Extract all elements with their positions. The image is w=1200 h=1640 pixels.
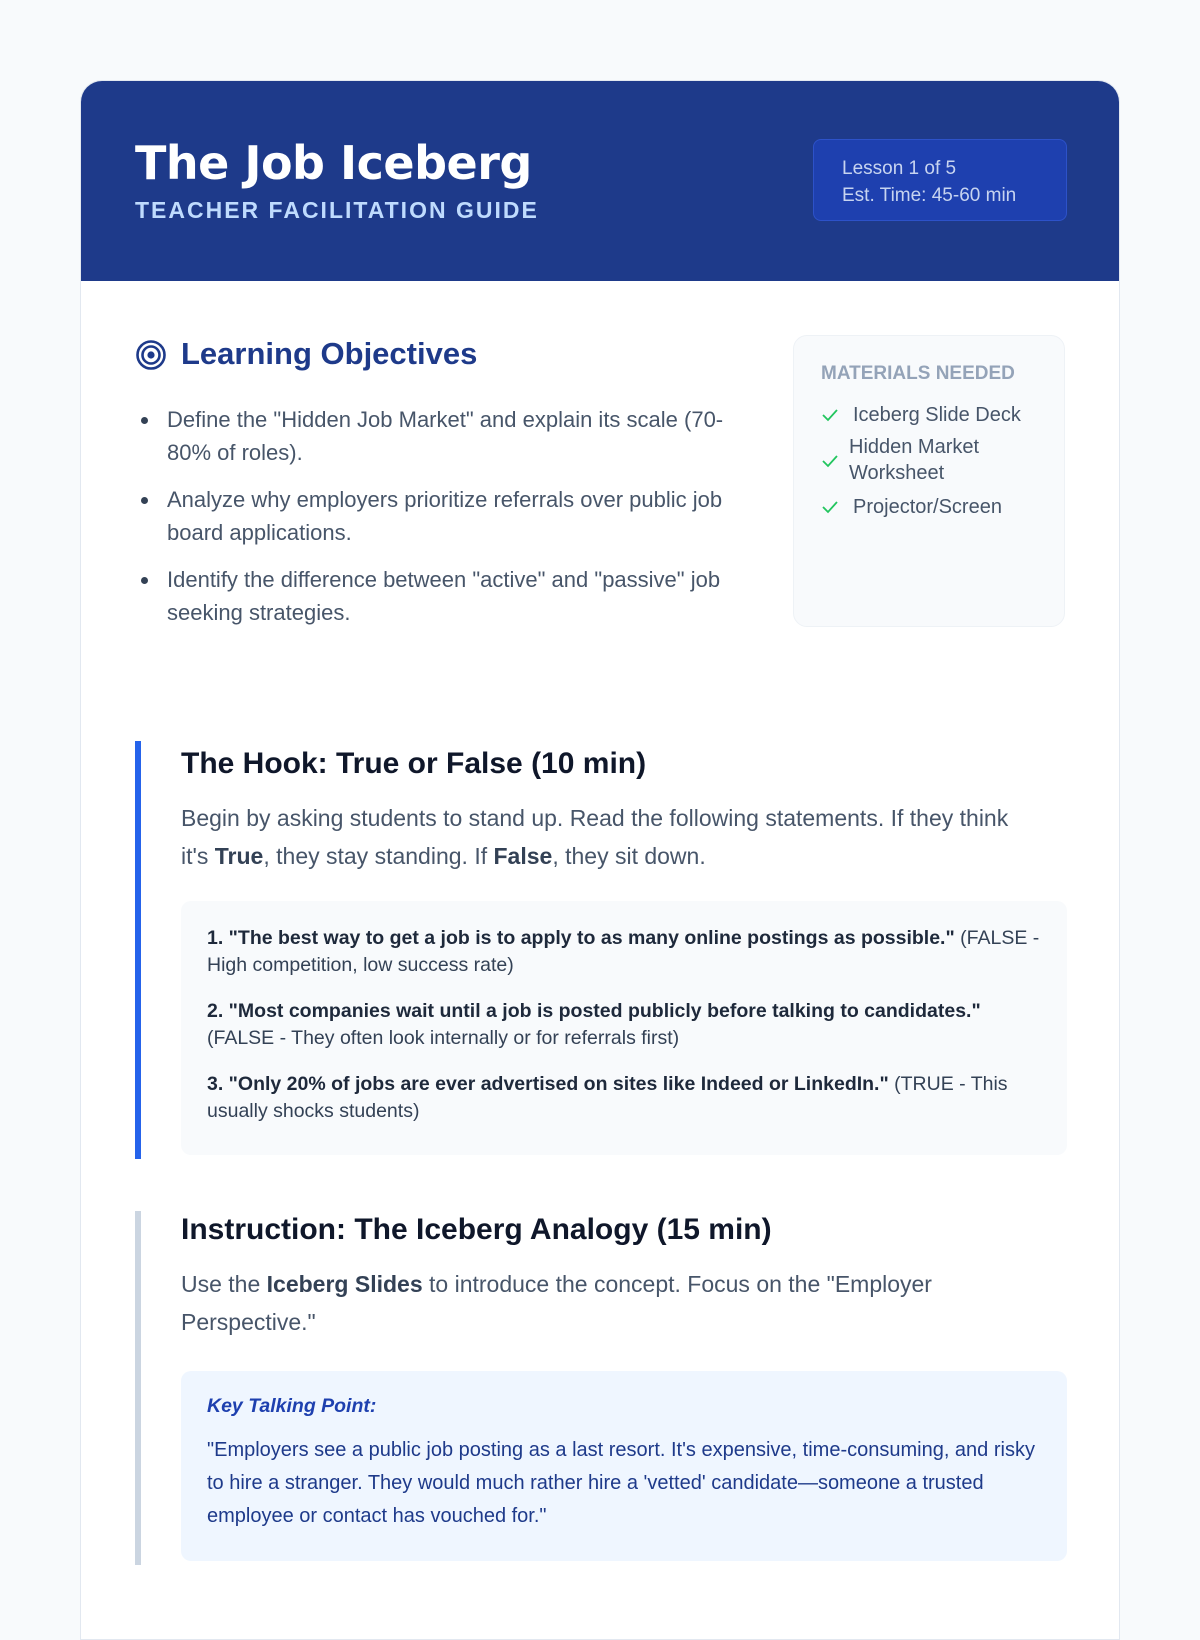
hook-instructions: [181, 799, 1041, 875]
check-icon: [821, 498, 839, 516]
hook-title: The Hook: True or False (10 min): [181, 747, 647, 780]
statement-item: [207, 925, 1041, 979]
objectives-list: [167, 403, 727, 643]
check-icon: [821, 406, 839, 424]
objective-item: Analyze why employers prioritize referrals over public job board applications.: [167, 483, 727, 549]
estimated-time: Est. Time: 45-60 min: [842, 185, 1017, 206]
statement-answer: (FALSE - They often look internally or for referrals first): [207, 1027, 680, 1049]
hook-text: Begin by asking students to stand up. Read the following statements. If they think it's: [181, 805, 1009, 869]
page-subtitle: TEACHER FACILITATION GUIDE: [135, 197, 539, 223]
key-talking-point-box: [181, 1371, 1067, 1561]
page-title: The Job Iceberg: [135, 136, 532, 190]
material-label: Projector/Screen: [853, 496, 1002, 518]
target-icon: [135, 339, 167, 371]
lesson-number: Lesson 1 of 5: [842, 158, 957, 179]
true-word: True: [214, 843, 264, 869]
statement-answer: (TRUE - This usually shocks students): [207, 1073, 1008, 1122]
material-label: Iceberg Slide Deck: [853, 404, 1021, 426]
statements-box: [181, 901, 1067, 1155]
materials-title: MATERIALS NEEDED: [821, 363, 1015, 384]
statement-quote: 3. "Only 20% of jobs are ever advertised on sites like Indeed or LinkedIn.": [207, 1073, 889, 1095]
hook-section: [135, 741, 1073, 1159]
statement-quote: 1. "The best way to get a job is to apply to as many online postings as possible.": [207, 927, 955, 949]
instruction-text-part: Use the: [181, 1271, 267, 1297]
false-word: False: [493, 843, 553, 869]
guide-card: [80, 80, 1120, 1640]
objectives-title: Learning Objectives: [181, 336, 478, 371]
instruction-text-part: to introduce the concept. Focus on the "Employer Perspective.": [181, 1271, 932, 1335]
page-header: [81, 81, 1120, 281]
key-talking-point-label: Key Talking Point:: [207, 1395, 377, 1417]
objective-item: Define the "Hidden Job Market" and explain its scale (70-80% of roles).: [167, 403, 727, 469]
instruction-text: [181, 1265, 1041, 1341]
hook-text: , they stay standing. If: [263, 843, 494, 869]
objective-item: Identify the difference between "active" and "passive" job seeking strategies.: [167, 563, 727, 629]
statement-quote: 2. "Most companies wait until a job is posted publicly before talking to candidates.": [207, 1000, 981, 1022]
material-label: Hidden Market Worksheet: [849, 436, 980, 484]
instruction-section: [135, 1211, 1073, 1565]
key-talking-point-quote: "Employers see a public job posting as a last resort. It's expensive, time-consuming, and risky to hire a stranger. They would much rather hire a 'vetted' candidate—someone a trusted employee or contact has vouched for.": [207, 1439, 1035, 1527]
check-icon: [821, 452, 839, 470]
hook-text: , they sit down.: [552, 843, 706, 869]
statement-answer: (FALSE - High competition, low success rate): [207, 927, 1040, 976]
instruction-title: Instruction: The Iceberg Analogy (15 min): [181, 1213, 772, 1246]
iceberg-slides-term: Iceberg Slides: [266, 1271, 423, 1297]
statement-item: [207, 1071, 1041, 1125]
materials-panel: [793, 335, 1065, 627]
statement-item: [207, 998, 1041, 1052]
lesson-info-box: [813, 139, 1067, 221]
